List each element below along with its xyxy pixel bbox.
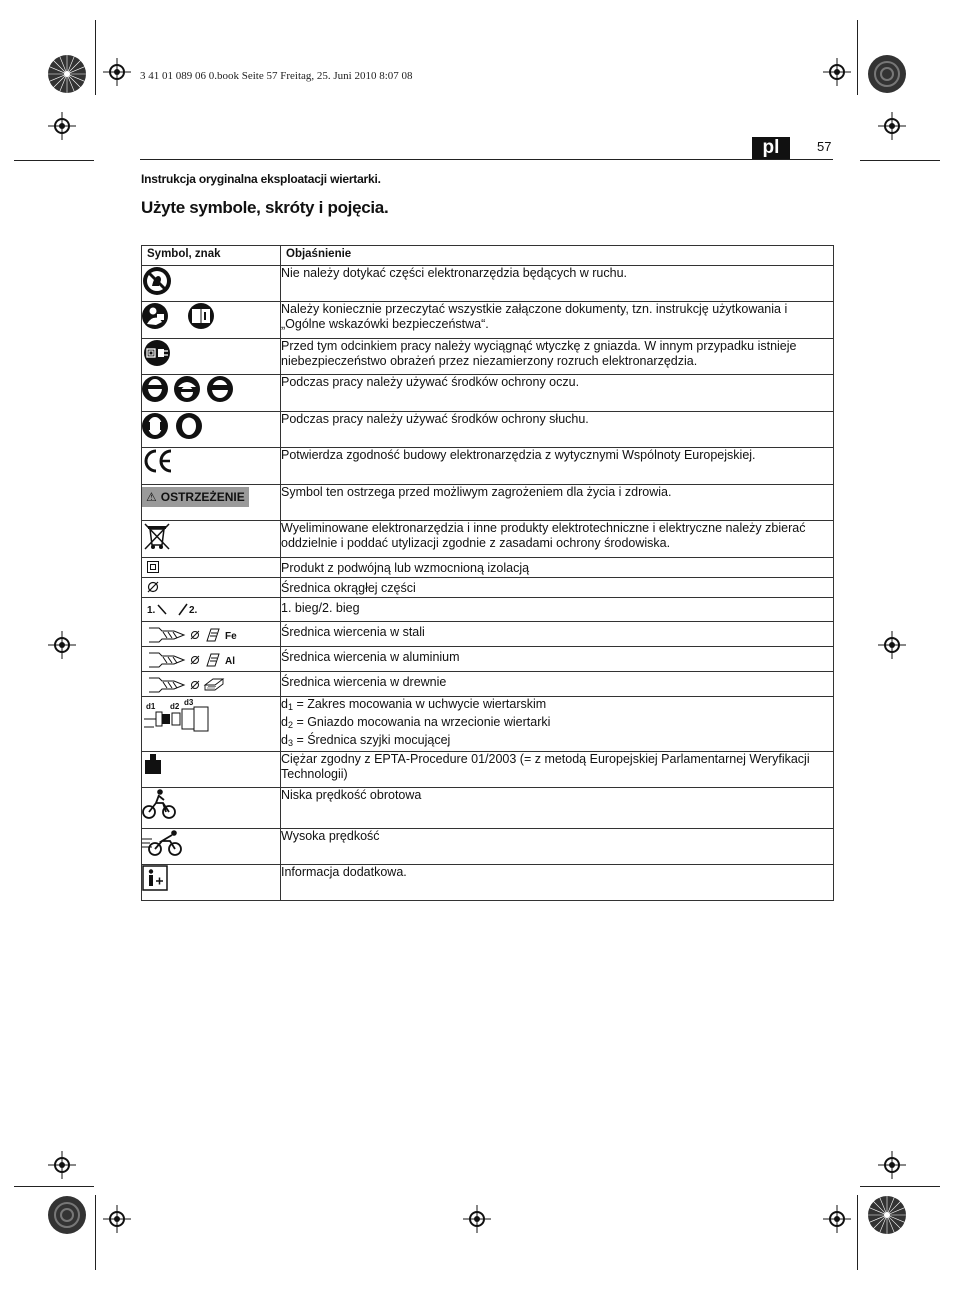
weight-icon <box>142 752 164 776</box>
eye-protection-icon <box>142 375 234 403</box>
symbol-cell <box>142 485 281 521</box>
table-row <box>142 558 834 578</box>
table-header-row <box>142 246 834 266</box>
explanation-cell: Symbol ten ostrzega przed możliwym zagrożeniem dla życia i zdrowia. <box>281 485 834 521</box>
column-header-symbol: Symbol, znak <box>142 246 281 266</box>
symbol-cell <box>142 829 281 865</box>
table-row <box>142 521 834 558</box>
table-row <box>142 578 834 598</box>
chuck-d2-line: $d_2$ = Gniazdo mocowania na wrzecionie wiertarki <box>281 715 551 730</box>
material-label: Al <box>225 656 235 667</box>
drill-steel-icon <box>147 625 247 643</box>
low-speed-cyclist-icon <box>142 788 176 820</box>
warning-triangle-icon: ⚠ <box>146 490 157 504</box>
symbol-cell <box>142 598 281 622</box>
registration-crosshair-icon <box>103 58 131 86</box>
crop-mark <box>14 160 94 161</box>
crop-mark <box>95 1195 96 1270</box>
registration-crosshair-icon <box>463 1205 491 1233</box>
registration-crosshair-icon <box>823 1205 851 1233</box>
explanation-cell: Podczas pracy należy używać środków ochrony słuchu. <box>281 412 834 448</box>
table-row <box>142 339 834 375</box>
explanation-cell: Potwierdza zgodność budowy elektronarzędzia z wytycznymi Wspólnoty Europejskiej. <box>281 448 834 485</box>
drill-wood-icon <box>147 675 227 693</box>
crop-mark <box>857 1195 858 1270</box>
table-row <box>142 412 834 448</box>
warning-badge <box>142 487 249 507</box>
ce-mark-icon <box>142 448 174 474</box>
registration-crosshair-icon <box>48 1151 76 1179</box>
read-manual-icon <box>142 302 216 330</box>
symbol-cell <box>142 375 281 412</box>
explanation-cell: Średnica wiercenia w aluminium <box>281 647 834 672</box>
explanation-cell: Należy koniecznie przeczytać wszystkie załączone dokumenty, tzn. instrukcję użytkowania i „Ogólne wskazówki bezpieczeństwa“. <box>281 302 834 339</box>
table-row <box>142 266 834 302</box>
column-header-explanation: Objaśnienie <box>281 246 834 266</box>
explanation-cell: Ciężar zgodny z EPTA-Procedure 01/2003 (= z metodą Europejskiej Parlamentarnej Weryfikacji Technologii) <box>281 752 834 788</box>
svg-text:d1: d1 <box>146 702 156 711</box>
symbol-cell <box>142 752 281 788</box>
table-row <box>142 829 834 865</box>
registration-starburst-icon <box>867 54 907 94</box>
registration-starburst-icon <box>47 54 87 94</box>
header-rule <box>140 159 833 160</box>
symbol-cell <box>142 339 281 375</box>
print-info-line: 3 41 01 089 06 0.book Seite 57 Freitag, 25. Juni 2010 8:07 08 <box>140 70 413 82</box>
symbol-cell <box>142 578 281 598</box>
info-plus-icon <box>142 865 168 891</box>
gear-2-label: 2. <box>189 605 198 616</box>
symbol-cell <box>142 697 281 752</box>
symbol-cell <box>142 412 281 448</box>
symbol-cell <box>142 622 281 647</box>
gear-1-label: 1. <box>147 605 156 616</box>
table-row <box>142 647 834 672</box>
explanation-cell: Średnica wiercenia w stali <box>281 622 834 647</box>
page-number: 57 <box>817 139 832 154</box>
table-row <box>142 697 834 752</box>
table-row <box>142 485 834 521</box>
table-row <box>142 865 834 901</box>
explanation-cell: Średnica wiercenia w drewnie <box>281 672 834 697</box>
chuck-d1-line: $d_1$ = Zakres mocowania w uchwycie wiertarskim <box>281 697 547 712</box>
symbol-cell <box>142 647 281 672</box>
explanation-cell: Średnica okrągłej części <box>281 578 834 598</box>
registration-crosshair-icon <box>878 1151 906 1179</box>
symbol-cell <box>142 672 281 697</box>
registration-crosshair-icon <box>878 631 906 659</box>
hearing-protection-icon <box>142 412 204 440</box>
explanation-cell: Informacja dodatkowa. <box>281 865 834 901</box>
table-row <box>142 302 834 339</box>
registration-starburst-icon <box>47 1195 87 1235</box>
registration-crosshair-icon <box>48 112 76 140</box>
registration-crosshair-icon <box>878 112 906 140</box>
diameter-icon <box>147 581 159 593</box>
symbol-cell <box>142 266 281 302</box>
registration-starburst-icon <box>867 1195 907 1235</box>
table-row <box>142 788 834 829</box>
crop-mark <box>14 1186 94 1187</box>
crop-mark <box>95 20 96 95</box>
table-row <box>142 622 834 647</box>
symbol-cell <box>142 788 281 829</box>
material-label: Fe <box>225 631 237 642</box>
crop-mark <box>860 1186 940 1187</box>
explanation-cell: Wysoka prędkość <box>281 829 834 865</box>
explanation-cell: Produkt z podwójną lub wzmocnioną izolacją <box>281 558 834 578</box>
table-row <box>142 448 834 485</box>
registration-crosshair-icon <box>48 631 76 659</box>
table-row <box>142 672 834 697</box>
svg-text:d3: d3 <box>184 698 194 707</box>
explanation-cell: Nie należy dotykać części elektronarzędzia będących w ruchu. <box>281 266 834 302</box>
chuck-dimensions-icon <box>142 697 212 737</box>
table-row <box>142 375 834 412</box>
drill-aluminium-icon <box>147 650 247 668</box>
weee-bin-icon <box>142 521 172 551</box>
document-subtitle: Instrukcja oryginalna eksploatacji wiertarki. <box>141 172 381 186</box>
symbol-cell <box>142 558 281 578</box>
language-tab: pl <box>752 137 790 159</box>
gear-selector-icon <box>147 601 207 617</box>
explanation-cell: Podczas pracy należy używać środków ochrony oczu. <box>281 375 834 412</box>
page-title: Użyte symbole, skróty i pojęcia. <box>141 198 389 217</box>
table-row <box>142 598 834 622</box>
explanation-cell <box>281 697 834 752</box>
table-row <box>142 752 834 788</box>
chuck-d3-line: $d_3$ = Średnica szyjki mocującej <box>281 733 451 748</box>
double-insulation-icon <box>147 561 159 573</box>
symbol-cell <box>142 448 281 485</box>
symbol-cell <box>142 302 281 339</box>
explanation-cell: 1. bieg/2. bieg <box>281 598 834 622</box>
registration-crosshair-icon <box>103 1205 131 1233</box>
crop-mark <box>860 160 940 161</box>
no-touch-moving-parts-icon <box>142 266 172 296</box>
crop-mark <box>857 20 858 95</box>
explanation-cell: Niska prędkość obrotowa <box>281 788 834 829</box>
registration-crosshair-icon <box>823 58 851 86</box>
unplug-icon <box>142 339 172 367</box>
symbol-cell <box>142 865 281 901</box>
explanation-cell: Przed tym odcinkiem pracy należy wyciągnąć wtyczkę z gniazda. W innym przypadku istnieje niebezpieczeństwo obrażeń przez niezamierzony rozruch elektronarzędzia. <box>281 339 834 375</box>
high-speed-cyclist-icon <box>142 829 184 857</box>
symbol-cell <box>142 521 281 558</box>
symbols-table <box>141 245 834 901</box>
warning-label: OSTRZEŻENIE <box>160 490 245 504</box>
svg-text:d2: d2 <box>170 702 180 711</box>
explanation-cell: Wyeliminowane elektronarzędzia i inne produkty elektrotechniczne i elektryczne należy zbierać oddzielnie i poddać utylizacji zgodnie z zasadami ochrony środowiska. <box>281 521 834 558</box>
